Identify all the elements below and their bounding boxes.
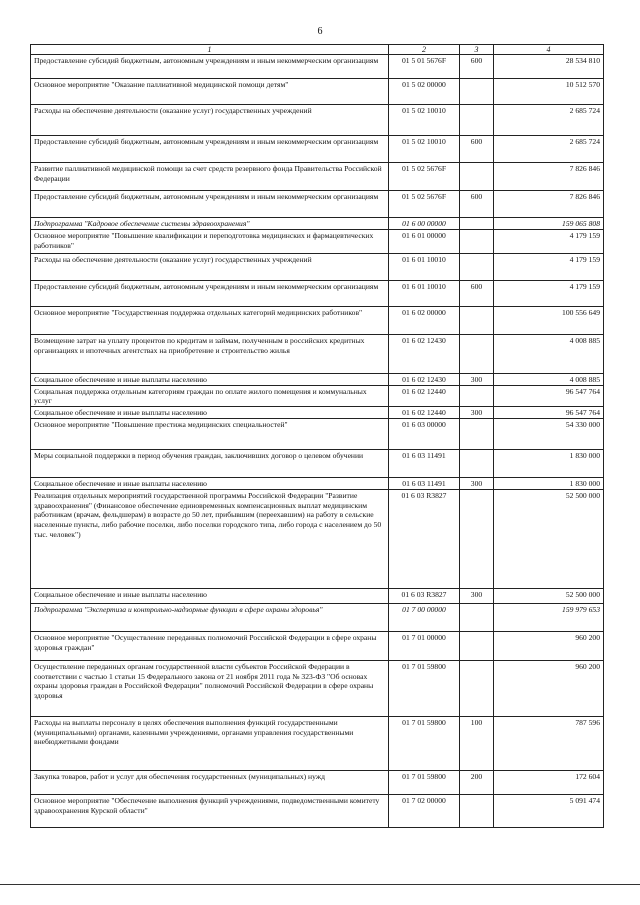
row-expense-type [460,79,494,105]
row-expense-type: 200 [460,770,494,794]
row-description: Закупка товаров, работ и услуг для обеспечения государственных (муниципальных) нужд [31,770,389,794]
row-description: Социальное обеспечение и иные выплаты населению [31,477,389,489]
row-description: Подпрограмма "Кадровое обеспечение системы здравоохранения" [31,218,389,230]
column-header: 4 [494,45,604,55]
row-description: Основное мероприятие "Государственная поддержка отдельных категорий медицинских работников" [31,306,389,334]
table-row [31,477,604,489]
row-description: Основное мероприятие "Повышение престижа медицинских специальностей" [31,418,389,449]
table-row [31,55,604,79]
row-amount: 4 179 159 [494,253,604,280]
row-expense-type: 300 [460,373,494,385]
table-header-row [31,45,604,55]
table-row [31,794,604,827]
row-budget-code: 01 6 00 00000 [389,218,460,230]
table-row [31,163,604,191]
row-description: Социальное обеспечение и иные выплаты населению [31,373,389,385]
column-header: 1 [31,45,389,55]
row-expense-type [460,660,494,716]
row-expense-type [460,385,494,407]
row-description: Основное мероприятие "Повышение квалификации и переподготовка медицинских и фармацевтических работников" [31,229,389,253]
table-row [31,716,604,770]
table-row [31,385,604,407]
row-expense-type [460,334,494,373]
row-budget-code: 01 5 02 00000 [389,79,460,105]
table-row [31,280,604,306]
row-amount: 4 179 159 [494,280,604,306]
row-budget-code: 01 7 02 00000 [389,794,460,827]
row-description: Социальное обеспечение и иные выплаты населению [31,407,389,419]
table-row [31,373,604,385]
row-budget-code: 01 6 02 00000 [389,306,460,334]
budget-table [30,44,604,828]
row-expense-type [460,306,494,334]
row-amount: 52 500 000 [494,588,604,603]
row-budget-code: 01 7 00 00000 [389,603,460,631]
table-row [31,79,604,105]
row-expense-type: 300 [460,477,494,489]
row-budget-code: 01 5 02 10010 [389,136,460,163]
row-expense-type [460,105,494,136]
row-expense-type [460,449,494,477]
row-description: Расходы на выплаты персоналу в целях обеспечения выполнения функций государственными (муниципальными) органами, казенными учреждениями, органами управления государственными внебюджетными фондами [31,716,389,770]
row-amount: 7 826 846 [494,163,604,191]
table-row [31,334,604,373]
row-budget-code: 01 7 01 00000 [389,631,460,660]
row-expense-type [460,489,494,588]
row-amount: 7 826 846 [494,191,604,218]
row-description: Основное мероприятие "Обеспечение выполнения функций учреждениями, подведомственными комитету здравоохранения Курской области" [31,794,389,827]
table-row [31,105,604,136]
row-amount: 1 830 000 [494,449,604,477]
row-description: Предоставление субсидий бюджетным, автономным учреждениям и иным некоммерческим организациям [31,136,389,163]
table-row [31,660,604,716]
row-description: Социальная поддержка отдельным категориям граждан по оплате жилого помещения и коммунальных услуг [31,385,389,407]
row-expense-type [460,794,494,827]
row-budget-code: 01 6 01 00000 [389,229,460,253]
row-amount: 52 500 000 [494,489,604,588]
row-budget-code: 01 5 02 5676F [389,191,460,218]
row-description: Меры социальной поддержки в период обучения граждан, заключивших договор о целевом обучении [31,449,389,477]
row-amount: 28 534 810 [494,55,604,79]
row-expense-type [460,253,494,280]
row-amount: 96 547 764 [494,407,604,419]
row-budget-code: 01 5 02 10010 [389,105,460,136]
row-amount: 159 065 808 [494,218,604,230]
row-amount: 96 547 764 [494,385,604,407]
bottom-rule [0,884,640,885]
row-expense-type: 100 [460,716,494,770]
page-number: 6 [317,26,323,37]
row-description: Реализация отдельных мероприятий государственной программы Российской Федерации "Развитие здравоохранения" (Финансовое обеспечение единовременных компенсационных выплат медицинским работникам (врачам, фельдшерам) в возрасте до 50 лет, прибывшим (переехавшим) на работу в сельские населенные пункты, либо рабочие поселки, либо поселки городского типа, либо города с населением до 50 тыс. человек") [31,489,389,588]
row-description: Основное мероприятие "Оказание паллиативной медицинской помощи детям" [31,79,389,105]
row-expense-type: 300 [460,407,494,419]
row-budget-code: 01 7 01 59800 [389,716,460,770]
row-amount: 5 091 474 [494,794,604,827]
row-expense-type: 600 [460,55,494,79]
column-header: 2 [389,45,460,55]
table-row [31,306,604,334]
row-expense-type [460,163,494,191]
row-description: Предоставление субсидий бюджетным, автономным учреждениям и иным некоммерческим организациям [31,280,389,306]
row-budget-code: 01 6 02 12440 [389,385,460,407]
row-expense-type: 600 [460,136,494,163]
row-expense-type [460,418,494,449]
row-amount: 159 979 653 [494,603,604,631]
table-row [31,770,604,794]
table-row [31,229,604,253]
row-amount: 960 200 [494,660,604,716]
row-expense-type [460,631,494,660]
row-amount: 54 330 000 [494,418,604,449]
row-amount: 4 179 159 [494,229,604,253]
table-row [31,253,604,280]
row-description: Возмещение затрат на уплату процентов по кредитам и займам, полученным в российских кредитных организациях и ипотечных агентствах на приобретение и строительство жилья [31,334,389,373]
row-expense-type: 300 [460,588,494,603]
row-description: Расходы на обеспечение деятельности (оказание услуг) государственных учреждений [31,105,389,136]
row-budget-code: 01 6 02 12440 [389,407,460,419]
row-budget-code: 01 6 03 11491 [389,449,460,477]
row-amount: 787 596 [494,716,604,770]
row-budget-code: 01 6 03 11491 [389,477,460,489]
row-budget-code: 01 6 03 R3827 [389,489,460,588]
row-expense-type: 600 [460,280,494,306]
row-expense-type [460,229,494,253]
row-amount: 10 512 570 [494,79,604,105]
row-budget-code: 01 5 02 5676F [389,163,460,191]
row-budget-code: 01 6 01 10010 [389,253,460,280]
row-amount: 960 200 [494,631,604,660]
row-description: Подпрограмма "Экспертиза и контрольно-надзорные функции в сфере охраны здоровья" [31,603,389,631]
row-description: Расходы на обеспечение деятельности (оказание услуг) государственных учреждений [31,253,389,280]
table-row [31,449,604,477]
row-amount: 2 685 724 [494,136,604,163]
row-description: Осуществление переданных органам государственной власти субъектов Российской Федерации в соответствии с частью 1 статьи 15 Федерального закона от 21 ноября 2011 года № 323-ФЗ "Об основах охраны здоровья граждан в Российской Федерации" полномочий Российской Федерации в сфере охраны здоровья [31,660,389,716]
table-row [31,191,604,218]
table-row [31,136,604,163]
column-header: 3 [460,45,494,55]
row-budget-code: 01 6 02 12430 [389,334,460,373]
row-amount: 1 830 000 [494,477,604,489]
row-amount: 4 008 885 [494,334,604,373]
table-row [31,603,604,631]
row-budget-code: 01 6 02 12430 [389,373,460,385]
table-row [31,489,604,588]
row-budget-code: 01 6 03 R3827 [389,588,460,603]
row-expense-type [460,218,494,230]
row-amount: 100 556 649 [494,306,604,334]
table-row [31,218,604,230]
row-expense-type: 600 [460,191,494,218]
row-description: Основное мероприятие "Осуществление переданных полномочий Российской Федерации в сфере охраны здоровья граждан" [31,631,389,660]
row-budget-code: 01 6 03 00000 [389,418,460,449]
row-amount: 2 685 724 [494,105,604,136]
row-description: Предоставление субсидий бюджетным, автономным учреждениям и иным некоммерческим организациям [31,191,389,218]
table-row [31,407,604,419]
table-row [31,418,604,449]
row-amount: 172 604 [494,770,604,794]
row-description: Развитие паллиативной медицинской помощи за счет средств резервного фонда Правительства Российской Федерации [31,163,389,191]
row-expense-type [460,603,494,631]
table-row [31,588,604,603]
row-amount: 4 008 885 [494,373,604,385]
row-description: Предоставление субсидий бюджетным, автономным учреждениям и иным некоммерческим организациям [31,55,389,79]
row-budget-code: 01 5 01 5676F [389,55,460,79]
row-budget-code: 01 7 01 59800 [389,660,460,716]
row-budget-code: 01 6 01 10010 [389,280,460,306]
table-row [31,631,604,660]
row-description: Социальное обеспечение и иные выплаты населению [31,588,389,603]
row-budget-code: 01 7 01 59800 [389,770,460,794]
